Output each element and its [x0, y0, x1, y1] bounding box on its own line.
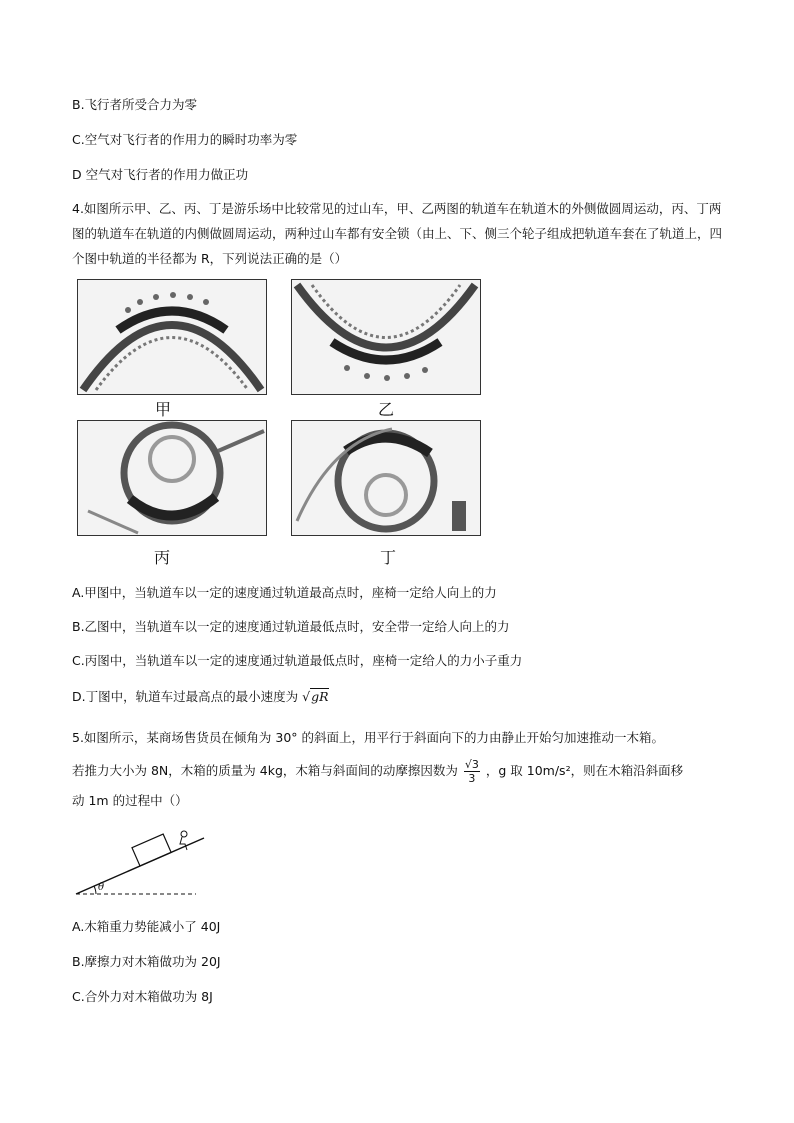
caption-bing: 丙 [154, 548, 171, 567]
option-q3-c: C.空气对飞行者的作用力的瞬时功率为零 [72, 132, 298, 147]
caption-jia: 甲 [155, 400, 172, 419]
question-5-stem-line3: 动 1m 的过程中（） [72, 793, 188, 808]
question-4-stem: 4.如图所示甲、乙、丙、丁是游乐场中比较常见的过山车，甲、乙两图的轨道车在轨道木的外侧做圆周运动，丙、丁两图的轨道车在轨道的内侧做圆周运动，两种过山车都有安全锁（由上、下、侧三个轮子组成把轨道车套在了轨道上，四个图中轨道的半径都为 R，下列说法正确的是（） [72, 201, 723, 266]
option-q5-a: A.木箱重力势能减小了 40J [72, 919, 221, 934]
q5-stem-suffix: ，g 取 10m/s²，则在木箱沿斜面移 [485, 763, 684, 778]
option-q4-c: C.丙图中，当轨道车以一定的速度通过轨道最低点时，座椅一定给人的力小子重力 [72, 653, 523, 668]
option-q4-b: B.乙图中，当轨道车以一定的速度通过轨道最低点时，安全带一定给人向上的力 [72, 619, 510, 634]
figure-ding [291, 420, 481, 536]
q5-stem-prefix: 若推力大小为 8N，木箱的质量为 4kg，木箱与斜面间的动摩擦因数为 [72, 763, 458, 778]
figure-yi [291, 279, 481, 395]
option-q4-a: A.甲图中，当轨道车以一定的速度通过轨道最高点时，座椅一定给人向上的力 [72, 585, 497, 600]
option-q4-d-text: D.丁图中，轨道车过最高点的最小速度为 [72, 689, 299, 704]
caption-ding: 丁 [380, 548, 397, 567]
sqrt-gr: √gR [302, 689, 329, 704]
option-q3-b: B.飞行者所受合力为零 [72, 97, 198, 112]
question-5-stem-line1: 5.如图所示，某商场售货员在倾角为 30° 的斜面上，用平行于斜面向下的力由静止开始匀加速推动一木箱。 [72, 730, 665, 745]
option-q5-c: C.合外力对木箱做功为 8J [72, 989, 213, 1004]
figure-bing [77, 420, 267, 536]
figure-jia [77, 279, 267, 395]
option-q4-d [72, 688, 329, 706]
option-q5-b: B.摩擦力对木箱做功为 20J [72, 954, 221, 969]
caption-yi: 乙 [378, 400, 395, 419]
incline-figure [72, 822, 212, 904]
option-q3-d: D 空气对飞行者的作用力做正功 [72, 167, 249, 182]
theta-label: θ [98, 882, 105, 893]
question-5-stem-line2 [72, 758, 683, 785]
friction-coefficient-fraction: $\frac{√3}{3}$ [464, 758, 479, 785]
